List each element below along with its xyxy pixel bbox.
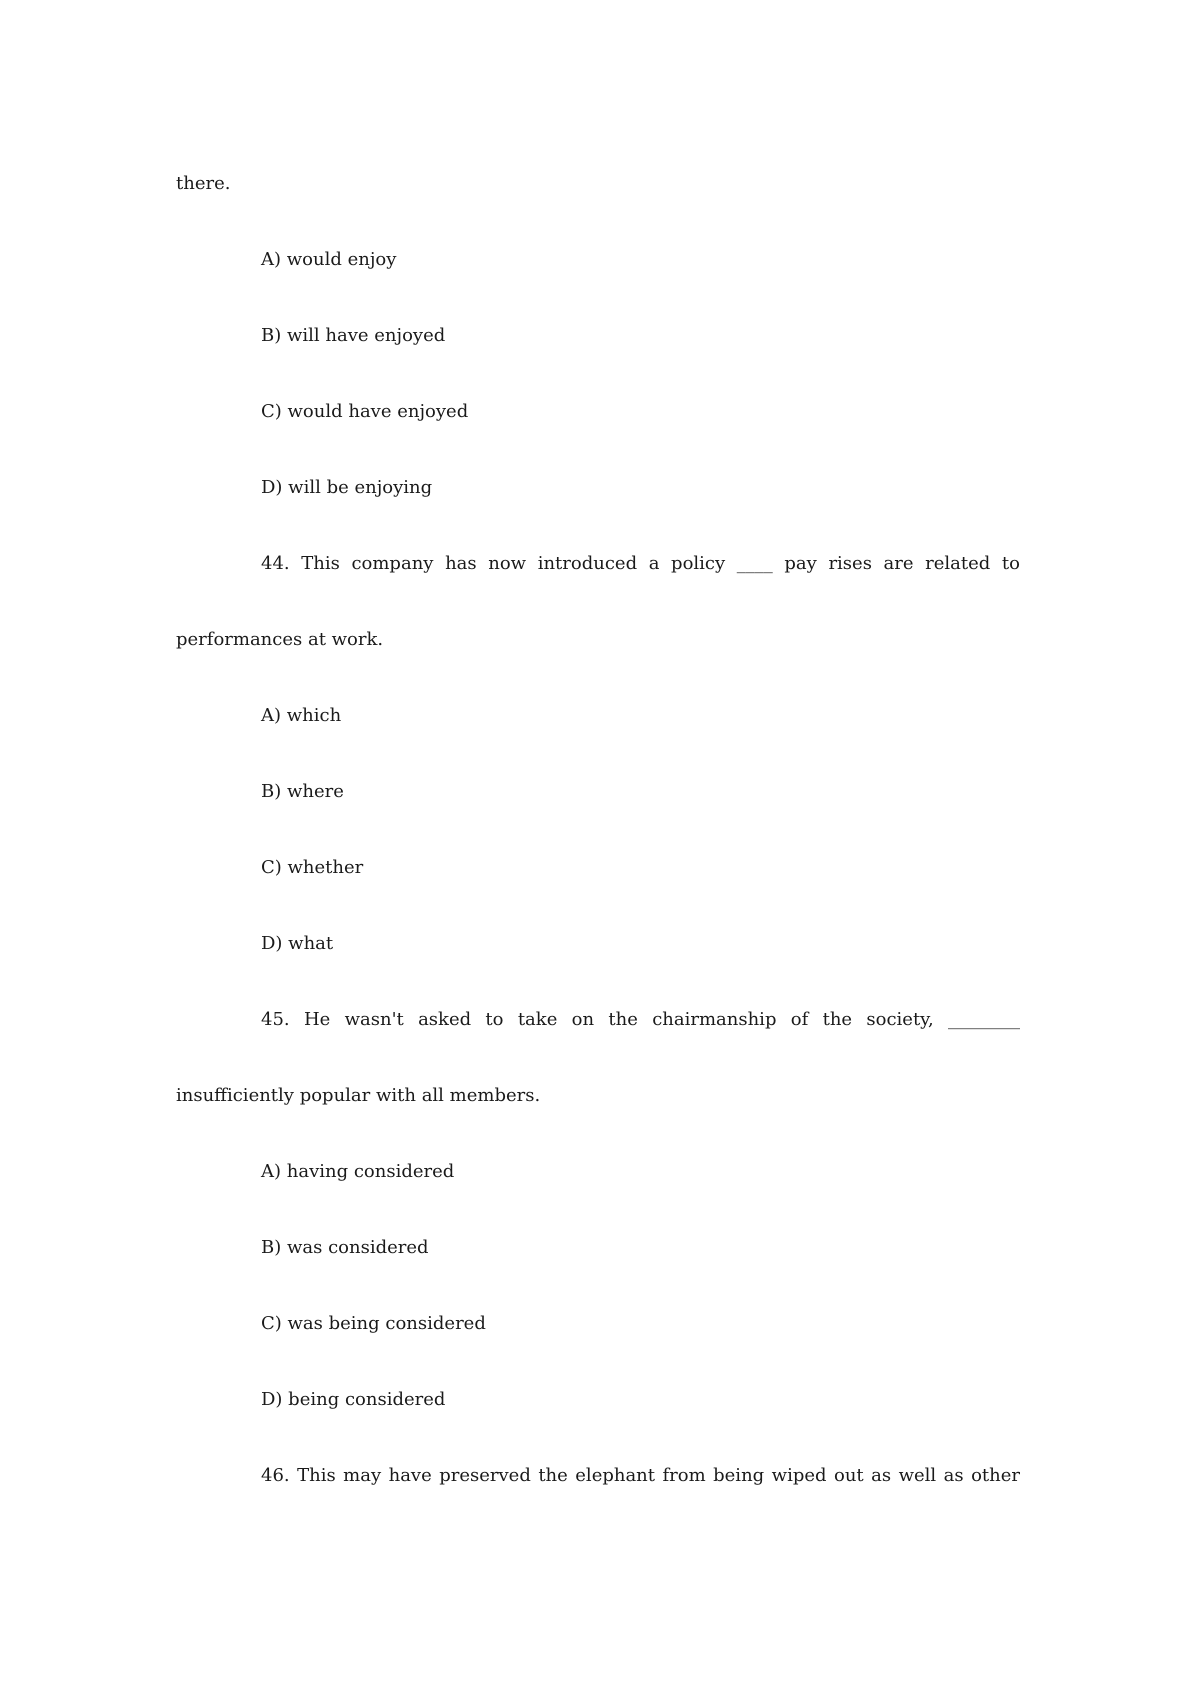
q44-stem-line2: performances at work. bbox=[176, 629, 384, 650]
q46-stem-line1: 46. This may have preserved the elephant from being wiped out as well as other bbox=[261, 1465, 1020, 1486]
q45-option-a: A) having considered bbox=[261, 1161, 455, 1182]
continuation-text: there. bbox=[176, 173, 231, 194]
q43-option-b: B) will have enjoyed bbox=[261, 325, 446, 346]
q43-option-c: C) would have enjoyed bbox=[261, 401, 469, 422]
q45-option-b: B) was considered bbox=[261, 1237, 429, 1258]
q44-stem-line1: 44. This company has now introduced a policy ____ pay rises are related to bbox=[261, 553, 1020, 574]
q44-option-b: B) where bbox=[261, 781, 344, 802]
q45-stem-line2: insufficiently popular with all members. bbox=[176, 1085, 541, 1106]
q45-option-c: C) was being considered bbox=[261, 1313, 486, 1334]
q44-option-d: D) what bbox=[261, 933, 334, 954]
q43-option-d: D) will be enjoying bbox=[261, 477, 433, 498]
q43-option-a: A) would enjoy bbox=[261, 249, 397, 270]
q45-option-d: D) being considered bbox=[261, 1389, 446, 1410]
q44-option-c: C) whether bbox=[261, 857, 364, 878]
q45-stem-line1: 45. He wasn't asked to take on the chairmanship of the society, ________ bbox=[261, 1009, 1020, 1030]
q44-option-a: A) which bbox=[261, 705, 342, 726]
